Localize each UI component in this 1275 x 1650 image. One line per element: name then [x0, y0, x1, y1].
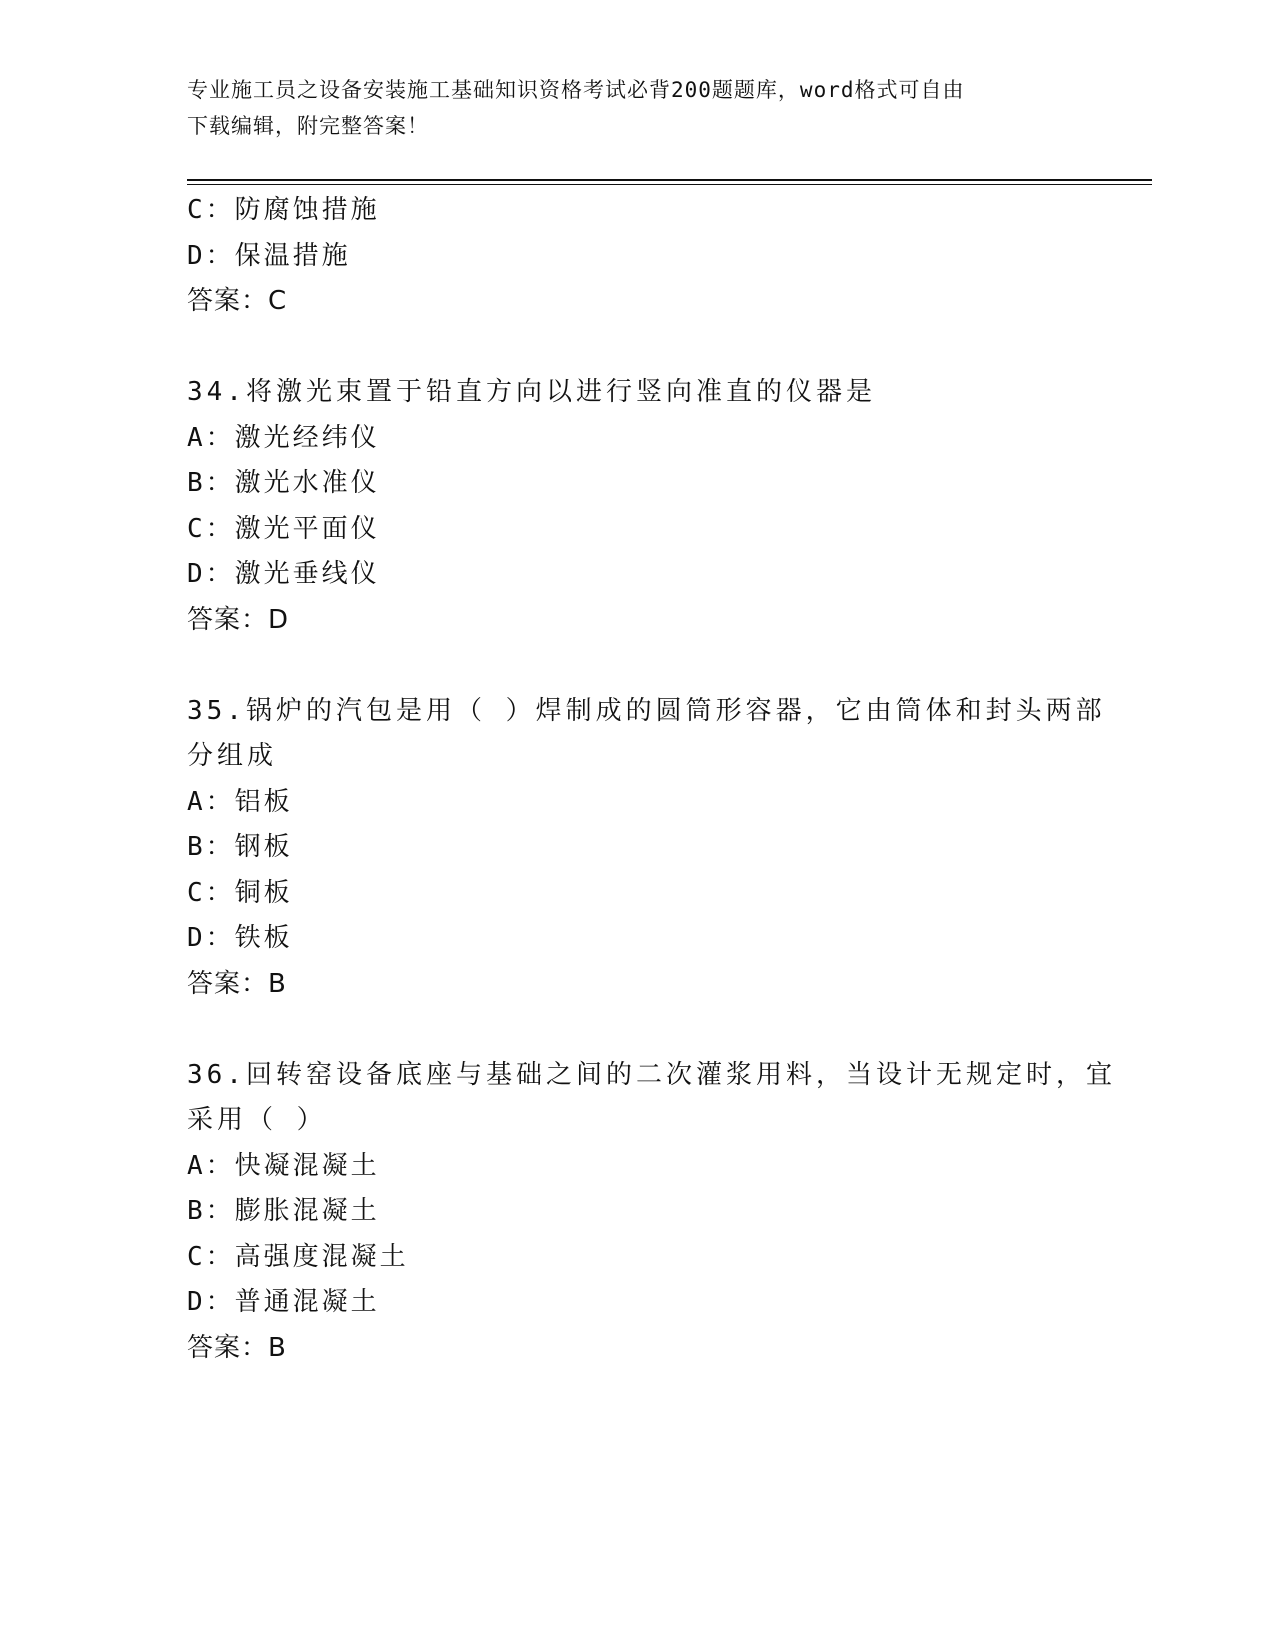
option-c: C：高强度混凝土	[187, 1241, 409, 1272]
option-d: D：保温措施	[187, 240, 351, 271]
question-stem: 36.回转窑设备底座与基础之间的二次灌浆用料，当设计无规定时，宜	[187, 1059, 1116, 1090]
spacer	[187, 325, 1087, 371]
option-a: A：快凝混凝土	[187, 1150, 380, 1181]
option-b: B：激光水准仪	[187, 468, 380, 498]
header-line-1: 专业施工员之设备安装施工基础知识资格考试必背200题题库，word格式可自由	[187, 78, 965, 102]
option-d: D：普通混凝土	[187, 1287, 380, 1317]
option-c: C：防腐蚀措施	[187, 195, 380, 225]
header-rule-thin	[187, 184, 1152, 185]
question-34	[187, 370, 1087, 643]
question-36	[187, 1053, 1116, 1372]
question-stem: 35.锅炉的汽包是用（ ）焊制成的圆筒形容器，它由筒体和封头两部	[187, 695, 1106, 726]
answer-line: 答案：D	[187, 604, 290, 635]
spacer	[187, 643, 1087, 689]
header-rule-thick	[187, 179, 1152, 181]
question-list	[187, 188, 1116, 1371]
option-b: B：钢板	[187, 832, 293, 862]
question-35	[187, 689, 1106, 1008]
document-header	[187, 72, 1067, 144]
question-stem: 34.将激光束置于铅直方向以进行竖向准直的仪器是	[187, 377, 876, 407]
question-stem-continued: 分组成	[187, 741, 278, 771]
answer-line: 答案：B	[187, 1332, 287, 1363]
question-stem-continued: 采用（ ）	[187, 1105, 327, 1135]
option-a: A：激光经纬仪	[187, 422, 380, 453]
prev-question-block	[187, 188, 1087, 325]
answer-line: 答案：B	[187, 968, 287, 999]
option-b: B：膨胀混凝土	[187, 1196, 380, 1226]
header-line-2: 下载编辑，附完整答案！	[187, 114, 429, 138]
option-d: D：激光垂线仪	[187, 559, 380, 589]
option-c: C：铜板	[187, 877, 293, 908]
spacer	[187, 1007, 1087, 1053]
option-c: C：激光平面仪	[187, 513, 380, 544]
option-d: D：铁板	[187, 923, 293, 953]
option-a: A：铝板	[187, 786, 293, 817]
answer-line: 答案：C	[187, 286, 288, 316]
